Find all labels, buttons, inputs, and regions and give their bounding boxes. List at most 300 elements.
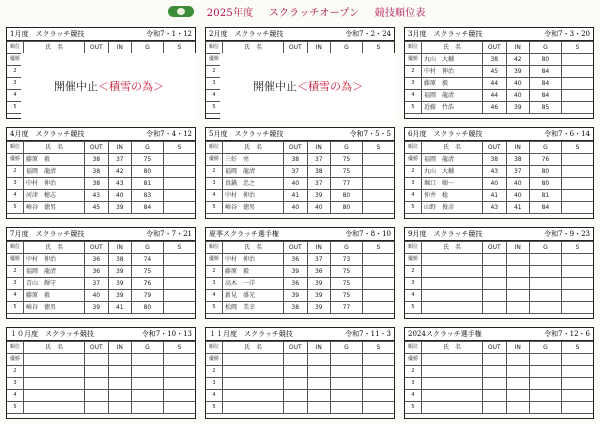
results-grid (6, 27, 594, 420)
result-card (6, 327, 196, 419)
column-header-rank: 順位 (405, 342, 421, 354)
in-cell: 41 (506, 202, 530, 214)
rank-cell: 2 (206, 166, 222, 178)
card-date: 令和7・11・3 (345, 330, 391, 338)
result-card (404, 227, 594, 319)
column-header-rank: 順位 (405, 242, 421, 254)
card-header (7, 128, 195, 141)
name-cell: 堀口 順一 (421, 178, 482, 190)
column-header-in: IN (506, 42, 530, 54)
column-header-g: G (331, 342, 363, 354)
out-cell: 40 (85, 290, 109, 302)
column-header-s: S (362, 142, 394, 154)
table-row (405, 278, 593, 290)
card-header (405, 28, 593, 41)
rank-cell: 優勝 (206, 354, 222, 366)
s-cell (561, 166, 593, 178)
rank-cell: 4 (405, 290, 421, 302)
g-cell (530, 402, 562, 414)
s-cell (163, 290, 195, 302)
result-card (404, 127, 594, 219)
g-cell: 80 (331, 190, 363, 202)
rank-cell: 優勝 (405, 254, 421, 266)
s-cell (163, 402, 195, 414)
g-cell (132, 390, 164, 402)
g-cell: 80 (530, 166, 562, 178)
name-cell: 丸山 大輔 (421, 54, 482, 66)
out-cell: 46 (483, 102, 507, 114)
in-cell: 39 (108, 266, 132, 278)
in-cell: 39 (108, 202, 132, 214)
card-title: 5月度 スクラッチ競技 (209, 130, 284, 138)
name-cell: 藤原 毅 (23, 154, 84, 166)
g-cell: 76 (530, 154, 562, 166)
g-cell: 84 (530, 90, 562, 102)
in-cell (108, 390, 132, 402)
g-cell (530, 390, 562, 402)
card-date: 令和7・10・13 (141, 330, 192, 338)
name-cell (23, 402, 84, 414)
s-cell (561, 278, 593, 290)
s-cell (163, 166, 195, 178)
column-header-name: 氏 名 (23, 42, 84, 54)
in-cell (506, 302, 530, 314)
in-cell: 37 (108, 154, 132, 166)
table-row (206, 390, 394, 402)
g-cell (331, 402, 363, 414)
out-cell (483, 354, 507, 366)
column-header-g: G (530, 342, 562, 354)
table-row (206, 402, 394, 414)
out-cell (85, 390, 109, 402)
table-row (206, 266, 394, 278)
rank-cell: 5 (405, 402, 421, 414)
card-date: 令和7・6・14 (544, 130, 590, 138)
out-cell (483, 402, 507, 414)
table-row (405, 366, 593, 378)
table-row (7, 178, 195, 190)
table-row (7, 202, 195, 214)
result-card (6, 27, 196, 119)
out-cell: 44 (483, 78, 507, 90)
in-cell (307, 366, 331, 378)
rank-cell: 2 (206, 266, 222, 278)
table-row (206, 366, 394, 378)
rank-cell: 4 (206, 190, 222, 202)
rank-cell: 優勝 (206, 154, 222, 166)
s-cell (163, 266, 195, 278)
out-cell (284, 354, 308, 366)
name-cell (23, 366, 84, 378)
out-cell (483, 366, 507, 378)
column-header-name: 氏 名 (222, 42, 283, 54)
g-cell: 85 (530, 102, 562, 114)
in-cell (108, 402, 132, 414)
out-cell (284, 390, 308, 402)
out-cell (284, 366, 308, 378)
rank-cell: 5 (7, 202, 23, 214)
rank-cell: 4 (7, 290, 23, 302)
s-cell (163, 378, 195, 390)
g-cell (530, 354, 562, 366)
s-cell (163, 178, 195, 190)
s-cell (362, 266, 394, 278)
rank-cell: 4 (7, 390, 23, 402)
table-row (206, 354, 394, 366)
s-cell (561, 378, 593, 390)
card-title: 2月度 スクラッチ競技 (209, 30, 284, 38)
rank-cell: 2 (405, 366, 421, 378)
table-row (405, 402, 593, 414)
s-cell (362, 166, 394, 178)
name-cell: 藤原 毅 (23, 290, 84, 302)
in-cell: 38 (108, 254, 132, 266)
cancel-text: 開催中止 (54, 80, 98, 93)
s-cell (362, 254, 394, 266)
column-header-name: 氏 名 (222, 342, 283, 354)
column-header-out: OUT (284, 42, 308, 54)
in-cell: 42 (506, 54, 530, 66)
card-header (206, 228, 394, 241)
table-row (405, 102, 593, 114)
rank-cell: 5 (405, 102, 421, 114)
in-cell: 39 (307, 278, 331, 290)
column-header-s: S (362, 342, 394, 354)
in-cell (506, 378, 530, 390)
g-cell (530, 290, 562, 302)
column-header-in: IN (307, 342, 331, 354)
column-header-rank: 順位 (206, 142, 222, 154)
g-cell (530, 278, 562, 290)
column-header-name: 氏 名 (421, 242, 482, 254)
in-cell (506, 278, 530, 290)
out-cell: 44 (483, 90, 507, 102)
g-cell (530, 302, 562, 314)
rank-cell: 4 (7, 90, 23, 102)
column-header-g: G (530, 42, 562, 54)
rank-cell: 5 (7, 102, 23, 114)
card-header (7, 28, 195, 41)
g-cell (530, 378, 562, 390)
card-date: 令和7・4・12 (146, 130, 192, 138)
in-cell: 40 (506, 90, 530, 102)
card-header (206, 128, 394, 141)
table-row (206, 154, 394, 166)
in-cell: 38 (307, 166, 331, 178)
out-cell: 41 (284, 190, 308, 202)
s-cell (561, 354, 593, 366)
result-card (205, 127, 395, 219)
rank-cell: 優勝 (7, 154, 23, 166)
card-title: １１月度 スクラッチ競技 (209, 330, 293, 338)
cancel-reason: ＜積雪の為＞ (297, 80, 363, 93)
column-header-name: 氏 名 (421, 342, 482, 354)
table-row (206, 290, 394, 302)
g-cell (530, 366, 562, 378)
column-header-s: S (163, 42, 195, 54)
score-table (7, 241, 195, 314)
card-title: 4月度 スクラッチ競技 (10, 130, 85, 138)
rank-cell: 5 (206, 102, 222, 114)
s-cell (561, 302, 593, 314)
column-header-s: S (362, 242, 394, 254)
card-date: 令和7・9・23 (544, 230, 590, 238)
rank-cell: 2 (206, 66, 222, 78)
column-header-rank: 順位 (7, 242, 23, 254)
name-cell: 藤原 毅 (222, 266, 283, 278)
out-cell: 43 (483, 166, 507, 178)
column-header-in: IN (108, 342, 132, 354)
in-cell (506, 254, 530, 266)
card-title: 9月度 スクラッチ競技 (408, 230, 483, 238)
column-header-out: OUT (483, 142, 507, 154)
in-cell: 39 (307, 190, 331, 202)
column-header-rank: 順位 (405, 42, 421, 54)
column-header-in: IN (506, 142, 530, 154)
g-cell: 75 (331, 290, 363, 302)
rank-cell: 2 (405, 66, 421, 78)
g-cell: 73 (331, 254, 363, 266)
name-cell (23, 390, 84, 402)
out-cell: 36 (85, 254, 109, 266)
g-cell (331, 366, 363, 378)
table-row (7, 154, 195, 166)
score-table (7, 141, 195, 214)
out-cell (284, 402, 308, 414)
name-cell: 中村 伸治 (23, 254, 84, 266)
g-cell: 84 (530, 78, 562, 90)
card-date: 令和7・5・5 (349, 130, 391, 138)
g-cell: 75 (331, 278, 363, 290)
s-cell (362, 402, 394, 414)
column-header-in: IN (307, 142, 331, 154)
column-header-g: G (132, 342, 164, 354)
s-cell (362, 302, 394, 314)
table-row (7, 366, 195, 378)
result-card (205, 327, 395, 419)
column-header-rank: 順位 (7, 342, 23, 354)
g-cell: 83 (132, 190, 164, 202)
in-cell: 40 (307, 202, 331, 214)
rank-cell: 3 (405, 278, 421, 290)
name-cell: 中村 伸治 (421, 66, 482, 78)
cancel-text: 開催中止 (253, 80, 297, 93)
column-header-out: OUT (284, 342, 308, 354)
rank-cell: 3 (405, 78, 421, 90)
table-row (7, 166, 195, 178)
s-cell (561, 78, 593, 90)
name-cell (421, 366, 482, 378)
table-row (405, 378, 593, 390)
g-cell: 84 (132, 202, 164, 214)
in-cell (506, 390, 530, 402)
out-cell: 38 (284, 154, 308, 166)
rank-cell: 4 (206, 390, 222, 402)
rank-cell: 2 (7, 266, 23, 278)
name-cell (222, 402, 283, 414)
table-row (206, 202, 394, 214)
column-header-out: OUT (85, 142, 109, 154)
in-cell: 37 (307, 254, 331, 266)
out-cell: 39 (85, 302, 109, 314)
open-title: スクラッチオープン (268, 8, 360, 19)
rank-cell: 5 (405, 202, 421, 214)
s-cell (561, 266, 593, 278)
s-cell (561, 202, 593, 214)
in-cell: 37 (307, 154, 331, 166)
table-row (405, 66, 593, 78)
table-row (206, 278, 394, 290)
column-header-s: S (163, 342, 195, 354)
table-row (7, 278, 195, 290)
name-cell (421, 266, 482, 278)
name-cell: 高木 一洋 (222, 278, 283, 290)
table-row (7, 266, 195, 278)
s-cell (561, 102, 593, 114)
out-cell: 37 (284, 166, 308, 178)
page-title (0, 4, 600, 20)
s-cell (561, 90, 593, 102)
result-card (404, 27, 594, 119)
g-cell: 75 (331, 166, 363, 178)
card-header (7, 328, 195, 341)
g-cell (132, 354, 164, 366)
g-cell: 75 (331, 154, 363, 166)
column-header-rank: 順位 (206, 42, 222, 54)
rank-cell: 3 (7, 278, 23, 290)
column-header-s: S (561, 342, 593, 354)
name-cell (222, 366, 283, 378)
rank-cell: 優勝 (7, 354, 23, 366)
card-date: 令和7・8・10 (345, 230, 391, 238)
s-cell (362, 390, 394, 402)
column-header-rank: 順位 (206, 342, 222, 354)
out-cell: 45 (483, 66, 507, 78)
card-date: 令和7・2・24 (345, 30, 391, 38)
table-row (405, 54, 593, 66)
g-cell (331, 390, 363, 402)
score-table (405, 141, 593, 214)
name-cell (23, 378, 84, 390)
rank-cell: 優勝 (405, 154, 421, 166)
name-cell: 山野 俊彦 (421, 202, 482, 214)
card-date: 令和7・7・21 (146, 230, 192, 238)
g-cell: 80 (530, 178, 562, 190)
s-cell (362, 202, 394, 214)
s-cell (362, 378, 394, 390)
column-header-in: IN (108, 142, 132, 154)
out-cell (483, 390, 507, 402)
table-row (7, 378, 195, 390)
g-cell (530, 254, 562, 266)
card-title: 7月度 スクラッチ競技 (10, 230, 85, 238)
s-cell (561, 402, 593, 414)
column-header-in: IN (506, 242, 530, 254)
table-row (405, 266, 593, 278)
s-cell (163, 366, 195, 378)
score-table (206, 341, 394, 414)
name-cell: 真鍋 忠之 (222, 178, 283, 190)
column-header-out: OUT (483, 242, 507, 254)
name-cell: 三好 亮 (222, 154, 283, 166)
s-cell (561, 366, 593, 378)
table-row (206, 378, 394, 390)
rank-cell: 3 (206, 278, 222, 290)
column-header-name: 氏 名 (23, 242, 84, 254)
out-cell: 36 (284, 254, 308, 266)
g-cell: 80 (132, 302, 164, 314)
table-row (7, 302, 195, 314)
year-title: 2025年度 (206, 8, 254, 19)
out-cell (85, 378, 109, 390)
rank-cell: 5 (7, 402, 23, 414)
s-cell (561, 254, 593, 266)
rank-cell: 優勝 (206, 254, 222, 266)
column-header-name: 氏 名 (222, 142, 283, 154)
in-cell: 42 (108, 166, 132, 178)
rank-cell: 5 (206, 202, 222, 214)
rank-cell: 優勝 (405, 54, 421, 66)
g-cell (132, 378, 164, 390)
column-header-out: OUT (85, 242, 109, 254)
column-header-in: IN (307, 242, 331, 254)
s-cell (362, 154, 394, 166)
card-title: 1月度 スクラッチ競技 (10, 30, 85, 38)
name-cell: 松岡 美幸 (222, 302, 283, 314)
in-cell: 41 (108, 302, 132, 314)
out-cell: 43 (85, 190, 109, 202)
card-date: 令和7・1・12 (146, 30, 192, 38)
column-header-g: G (132, 42, 164, 54)
name-cell (421, 290, 482, 302)
score-table (7, 341, 195, 414)
card-header (405, 228, 593, 241)
s-cell (163, 302, 195, 314)
column-header-out: OUT (483, 342, 507, 354)
g-cell: 79 (132, 290, 164, 302)
column-header-s: S (561, 242, 593, 254)
in-cell: 40 (506, 78, 530, 90)
s-cell (163, 202, 195, 214)
s-cell (362, 178, 394, 190)
rank-cell: 5 (7, 302, 23, 314)
name-cell: 新見 盛光 (222, 290, 283, 302)
column-header-rank: 順位 (206, 242, 222, 254)
name-cell: 崎谷 徳男 (23, 202, 84, 214)
out-cell: 40 (284, 178, 308, 190)
s-cell (163, 278, 195, 290)
out-cell: 39 (284, 290, 308, 302)
name-cell: 中村 伸治 (23, 178, 84, 190)
column-header-name: 氏 名 (421, 142, 482, 154)
name-cell: 青山 輝守 (23, 278, 84, 290)
s-cell (362, 366, 394, 378)
table-row (206, 178, 394, 190)
out-cell: 43 (483, 202, 507, 214)
s-cell (163, 154, 195, 166)
table-row (405, 302, 593, 314)
column-header-rank: 順位 (405, 142, 421, 154)
in-cell (506, 366, 530, 378)
s-cell (561, 290, 593, 302)
card-date: 令和7・12・6 (544, 330, 590, 338)
column-header-s: S (362, 42, 394, 54)
out-cell (483, 378, 507, 390)
rank-title: 競技順位表 (374, 8, 426, 19)
rank-cell: 5 (206, 402, 222, 414)
name-cell: 藤原 毅 (421, 78, 482, 90)
rank-cell: 優勝 (7, 54, 23, 66)
